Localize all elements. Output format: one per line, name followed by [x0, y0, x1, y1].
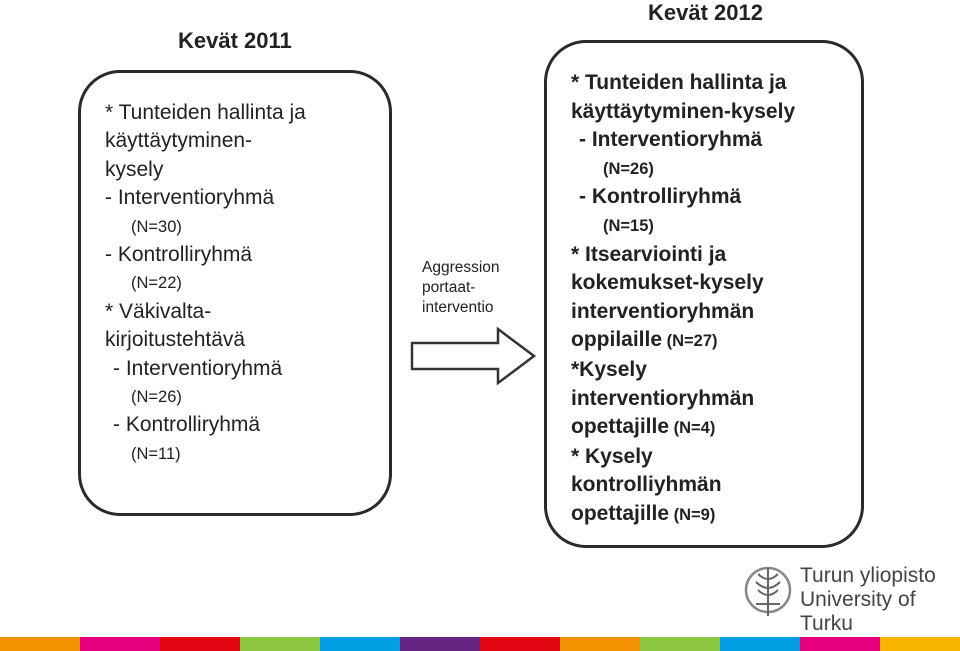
left-line	[105, 411, 306, 439]
right-line-text: * Itsearviointi ja	[571, 242, 727, 266]
right-arrow-icon	[410, 327, 538, 385]
left-line	[105, 156, 306, 184]
left-line	[105, 269, 306, 297]
right-line	[571, 212, 795, 241]
left-line	[105, 241, 306, 269]
right-line-text: *Kysely	[571, 357, 647, 381]
stripe-segment	[880, 637, 960, 651]
stripe-segment	[160, 637, 240, 651]
heading-spring-2011: Kevät 2011	[178, 28, 292, 53]
right-line	[571, 98, 795, 127]
stripe-segment	[80, 637, 160, 651]
right-line	[571, 356, 795, 385]
right-line-text: käyttäytyminen-kysely	[571, 99, 796, 123]
right-text-list	[571, 69, 795, 530]
right-line-count: (N=4)	[669, 419, 716, 438]
left-line	[105, 127, 306, 155]
right-line-count: (N=27)	[662, 332, 718, 351]
left-line-text: (N=22)	[131, 274, 182, 293]
right-line	[571, 155, 795, 184]
right-line	[571, 241, 795, 270]
box-spring-2011	[78, 70, 392, 516]
right-line-text: opettajille	[571, 501, 670, 525]
stripe-segment	[240, 637, 320, 651]
left-line	[105, 298, 306, 326]
right-line	[571, 500, 795, 530]
right-line	[571, 69, 795, 98]
right-line	[571, 326, 795, 356]
right-line	[571, 269, 795, 298]
arrow-label-line: Aggression	[422, 259, 500, 276]
left-line-text: - Interventioryhmä	[113, 356, 283, 380]
right-line	[571, 385, 795, 414]
stripe-segment	[640, 637, 720, 651]
stripe-segment	[0, 637, 80, 651]
logo-line-fi: Turun yliopisto	[800, 564, 936, 587]
arrow-label-line: portaat-	[422, 279, 476, 296]
left-line-text: käyttäytyminen-	[105, 129, 253, 153]
left-line-text: * Tunteiden hallinta ja	[105, 101, 306, 124]
color-stripe	[0, 637, 960, 651]
right-line	[571, 126, 795, 155]
arrow-label-line: interventio	[422, 299, 494, 316]
left-line	[105, 213, 306, 241]
stripe-segment	[480, 637, 560, 651]
right-line-text: (N=26)	[603, 159, 654, 178]
stripe-segment	[320, 637, 400, 651]
university-name	[800, 564, 960, 636]
stripe-segment	[560, 637, 640, 651]
left-line-text: (N=26)	[131, 388, 182, 407]
right-line-text: kokemukset-kysely	[571, 271, 764, 295]
left-line-text: * Väkivalta-	[105, 299, 212, 323]
left-line	[105, 326, 306, 354]
right-line-text: interventioryhmän	[571, 299, 755, 323]
stripe-segment	[800, 637, 880, 651]
left-line	[105, 184, 306, 212]
left-line	[105, 99, 306, 127]
heading-spring-2012: Kevät 2012	[648, 0, 763, 25]
right-line-text: kontrolliyhmän	[571, 473, 722, 497]
right-line	[571, 413, 795, 443]
right-line-text: interventioryhmän	[571, 386, 755, 410]
left-line-text: (N=30)	[131, 217, 182, 236]
stripe-segment	[400, 637, 480, 651]
left-text-list	[105, 99, 306, 468]
right-line-count: (N=9)	[669, 505, 716, 524]
stripe-segment	[720, 637, 800, 651]
left-line-text: - Kontrolliryhmä	[105, 243, 253, 267]
arrow-label	[422, 258, 532, 318]
right-line-text: - Interventioryhmä	[579, 128, 763, 152]
left-line	[105, 440, 306, 468]
left-line	[105, 355, 306, 383]
right-line-text: - Kontrolliryhmä	[579, 185, 742, 209]
left-line-text: (N=11)	[131, 444, 181, 463]
right-line-text: * Kysely	[571, 444, 653, 468]
right-line	[571, 183, 795, 212]
right-line	[571, 298, 795, 327]
right-line-text: oppilaille	[571, 328, 663, 352]
left-line-text: - Kontrolliryhmä	[113, 413, 261, 437]
box-spring-2012	[544, 40, 864, 548]
left-line-text: kirjoitustehtävä	[105, 328, 246, 352]
left-line-text: kysely	[105, 157, 164, 181]
right-line	[571, 471, 795, 500]
right-line-text: * Tunteiden hallinta ja	[571, 71, 787, 94]
right-line-text: opettajille	[571, 415, 670, 439]
left-line-text: - Interventioryhmä	[105, 186, 275, 210]
left-line	[105, 383, 306, 411]
logo-line-en: University of Turku	[800, 588, 916, 635]
right-line-text: (N=15)	[603, 216, 654, 235]
right-line	[571, 443, 795, 472]
